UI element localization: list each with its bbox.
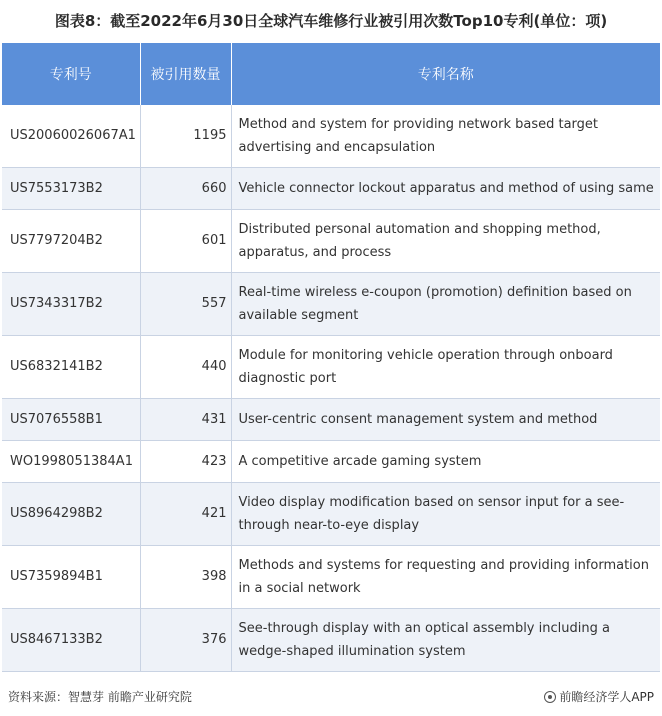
table-row bbox=[2, 440, 660, 482]
citation-count-cell: 601 bbox=[140, 209, 231, 272]
citation-count-cell: 660 bbox=[140, 167, 231, 209]
patent-name-cell: Distributed personal automation and shopping method, apparatus, and process bbox=[231, 209, 660, 272]
citation-count-cell: 421 bbox=[140, 482, 231, 545]
header-patent-name: 专利名称 bbox=[231, 43, 660, 105]
table-row bbox=[2, 398, 660, 440]
patent-name-cell: Method and system for providing network based target advertising and encapsulation bbox=[231, 105, 660, 167]
header-citation-count: 被引用数量 bbox=[140, 43, 231, 105]
patent-name-cell: Methods and systems for requesting and providing information in a social network bbox=[231, 545, 660, 608]
table-row bbox=[2, 608, 660, 671]
patent-name-cell: A competitive arcade gaming system bbox=[231, 440, 660, 482]
source-note: 资料来源：智慧芽 前瞻产业研究院 bbox=[8, 690, 192, 704]
patent-id-cell: US7076558B1 bbox=[2, 398, 140, 440]
patent-id-cell: US7553173B2 bbox=[2, 167, 140, 209]
header-patent-id: 专利号 bbox=[2, 43, 140, 105]
patent-name-cell: Video display modification based on sensor input for a see-through near-to-eye display bbox=[231, 482, 660, 545]
citation-count-cell: 557 bbox=[140, 272, 231, 335]
citation-count-cell: 1195 bbox=[140, 105, 231, 167]
patent-id-cell: US6832141B2 bbox=[2, 335, 140, 398]
citation-count-cell: 376 bbox=[140, 608, 231, 671]
chart-title: 图表8：截至2022年6月30日全球汽车维修行业被引用次数Top10专利(单位：项) bbox=[54, 12, 608, 30]
citation-count-cell: 423 bbox=[140, 440, 231, 482]
patent-name-cell: User-centric consent management system and method bbox=[231, 398, 660, 440]
patent-id-cell: US8467133B2 bbox=[2, 608, 140, 671]
table-row bbox=[2, 545, 660, 608]
patent-id-cell: US7359894B1 bbox=[2, 545, 140, 608]
logo-icon bbox=[544, 691, 556, 703]
patent-table bbox=[2, 43, 660, 672]
table-row bbox=[2, 482, 660, 545]
citation-count-cell: 440 bbox=[140, 335, 231, 398]
patent-id-cell: US7797204B2 bbox=[2, 209, 140, 272]
patent-id-cell: WO1998051384A1 bbox=[2, 440, 140, 482]
table-row bbox=[2, 105, 660, 167]
citation-count-cell: 431 bbox=[140, 398, 231, 440]
patent-id-cell: US20060026067A1 bbox=[2, 105, 140, 167]
patent-id-cell: US7343317B2 bbox=[2, 272, 140, 335]
patent-name-cell: See-through display with an optical assembly including a wedge-shaped illumination system bbox=[231, 608, 660, 671]
patent-name-cell: Real-time wireless e-coupon (promotion) definition based on available segment bbox=[231, 272, 660, 335]
table-row bbox=[2, 272, 660, 335]
table-header-row bbox=[2, 43, 660, 105]
table-row bbox=[2, 335, 660, 398]
table-row bbox=[2, 167, 660, 209]
citation-count-cell: 398 bbox=[140, 545, 231, 608]
patent-name-cell: Vehicle connector lockout apparatus and method of using same bbox=[231, 167, 660, 209]
patent-id-cell: US8964298B2 bbox=[2, 482, 140, 545]
patent-name-cell: Module for monitoring vehicle operation through onboard diagnostic port bbox=[231, 335, 660, 398]
table-row bbox=[2, 209, 660, 272]
brand-label: 前瞻经济学人APP bbox=[559, 690, 654, 704]
brand bbox=[544, 688, 654, 705]
